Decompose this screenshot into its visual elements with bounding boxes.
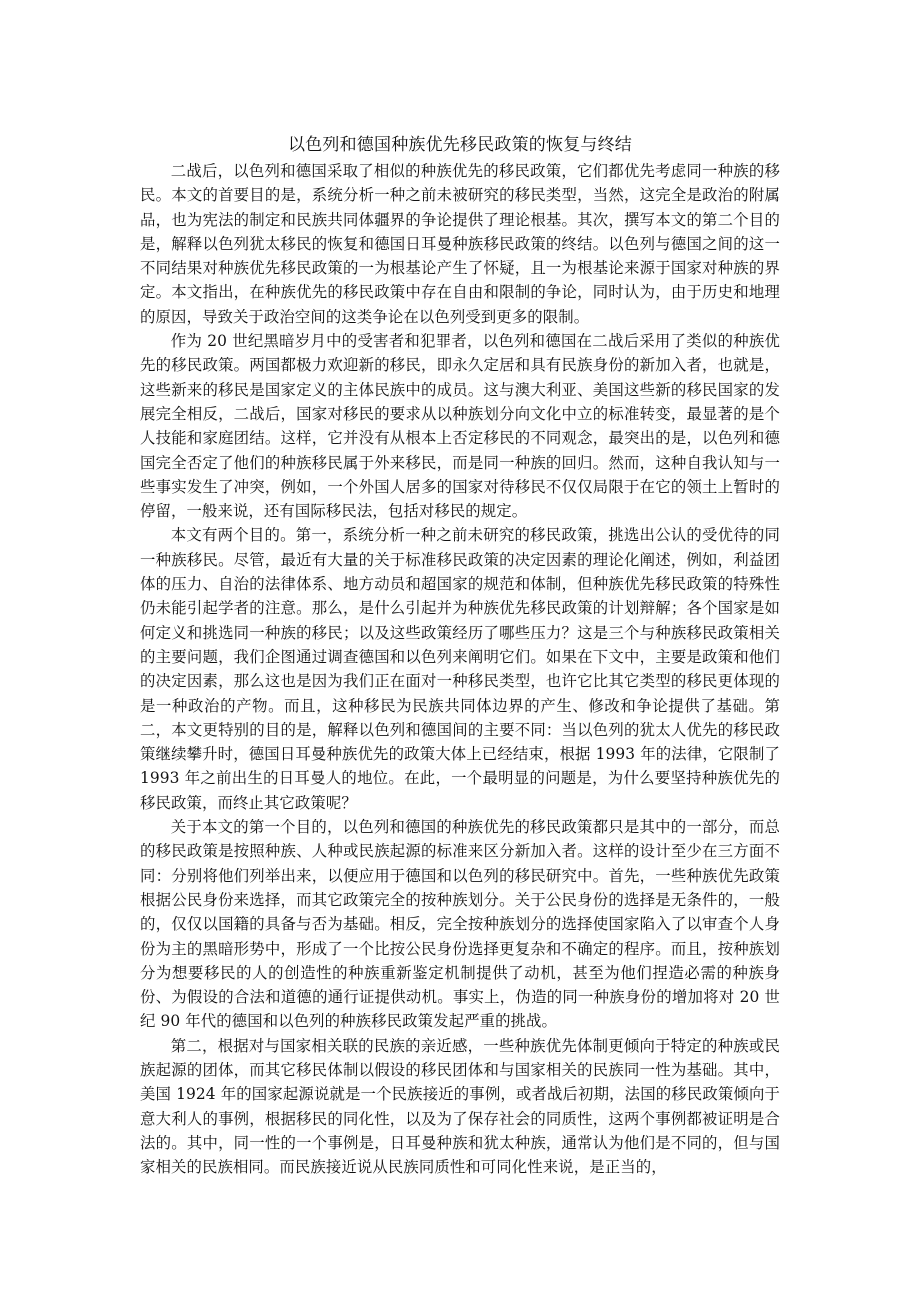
paragraph-1: 二战后，以色列和德国采取了相似的种族优先的移民政策，它们都优先考虑同一种族的移民。本文的首要目的是，系统分析一种之前未被研究的移民类型，当然，这完全是政治的附属品，也为宪法的制定和民族共同体疆界的争论提供了理论根基。其次，撰写本文的第二个目的是，解释以色列犹太移民的恢复和德国日耳曼种族移民政策的终结。以色列与德国之间的这一不同结果对种族优先移民政策的一为根基论产生了怀疑，且一为根基论来源于国家对种族的界定。本文指出，在种族优先的移民政策中存在自由和限制的争论，同时认为，由于历史和地理的原因，导致关于政治空间的这类争论在以色列受到更多的限制。 <box>140 162 780 326</box>
paragraph-3: 本文有两个目的。第一，系统分析一种之前未研究的移民政策，挑选出公认的受优待的同一种族移民。尽管，最近有大量的关于标准移民政策的决定因素的理论化阐述，例如，利益团体的压力、自治的法律体系、地方动员和超国家的规范和体制，但种族优先移民政策的特殊性仍未能引起学者的注意。那么，是什么引起并为种族优先移民政策的计划辩解；各个国家是如何定义和挑选同一种族的移民；以及这些政策经历了哪些压力？这是三个与种族移民政策相关的主要问题，我们企图通过调查德国和以色列来阐明它们。如果在下文中，主要是政策和他们的决定因素，那么这也是因为我们正在面对一种移民类型，也许它比其它类型的移民更体现的是一种政治的产物。而且，这种移民为民族共同体边界的产生、修改和争论提供了基础。第二，本文更特别的目的是，解释以色列和德国间的主要不同：当以色列的犹太人优先的移民政策继续攀升时，德国日耳曼种族优先的政策大体上已经结束，根据 1993 年的法律，它限制了 1993 年之前出生的日耳曼人的地位。在此，一个最明显的问题是，为什么要坚持种族优先的移民政策，而终止其它政策呢？ <box>140 526 780 812</box>
paragraph-2: 作为 20 世纪黑暗岁月中的受害者和犯罪者，以色列和德国在二战后采用了类似的种族优先的移民政策。两国都极力欢迎新的移民，即永久定居和具有民族身份的新加入者，也就是，这些新来的移民是国家定义的主体民族中的成员。这与澳大利亚、美国这些新的移民国家的发展完全相反，二战后，国家对移民的要求从以种族划分向文化中立的标准转变，最显著的是个人技能和家庭团结。这样，它并没有从根本上否定移民的不同观念，最突出的是，以色列和德国完全否定了他们的种族移民属于外来移民，而是同一种族的回归。然而，这种自我认知与一些事实发生了冲突，例如，一个外国人居多的国家对待移民不仅仅局限于在它的领土上暂时的停留，一般来说，还有国际移民法，包括对移民的规定。 <box>140 332 780 521</box>
document-title: 以色列和德国种族优先移民政策的恢复与终结 <box>288 135 632 155</box>
paragraph-5: 第二，根据对与国家相关联的民族的亲近感，一些种族优先体制更倾向于特定的种族或民族起源的团体，而其它移民体制以假设的移民团体和与国家相关的民族同一性为基础。其中，美国 1924 年的国家起源说就是一个民族接近的事例，或者战后初期，法国的移民政策倾向于意大利人的事例，根据移民的同化性，以及为了保存社会的同质性，这两个事例都被证明是合法的。其中，同一性的一个事例是，日耳曼种族和犹太种族，通常认为他们是不同的，但与国家相关的民族相同。而民族接近说从民族同质性和可同化性来说，是正当的， <box>140 1036 780 1177</box>
document-body <box>140 134 780 1179</box>
paragraph-4: 关于本文的第一个目的，以色列和德国的种族优先的移民政策都只是其中的一部分，而总的移民政策是按照种族、人种或民族起源的标准来区分新加入者。这样的设计至少在三方面不同：分别将他们列举出来，以便应用于德国和以色列的移民研究中。首先，一些种族优先政策根据公民身份来选择，而其它政策完全的按种族划分。关于公民身份的选择是无条件的，一般的，仅仅以国籍的具备与否为基础。相反，完全按种族划分的选择使国家陷入了以审查个人身份为主的黑暗形势中，形成了一个比按公民身份选择更复杂和不确定的程序。而且，按种族划分为想要移民的人的创造性的种族重新鉴定机制提供了动机，甚至为他们捏造必需的种族身份、为假设的合法和道德的通行证提供动机。事实上，伪造的同一种族身份的增加将对 20 世纪 90 年代的德国和以色列的种族移民政策发起严重的挑战。 <box>140 818 780 1031</box>
